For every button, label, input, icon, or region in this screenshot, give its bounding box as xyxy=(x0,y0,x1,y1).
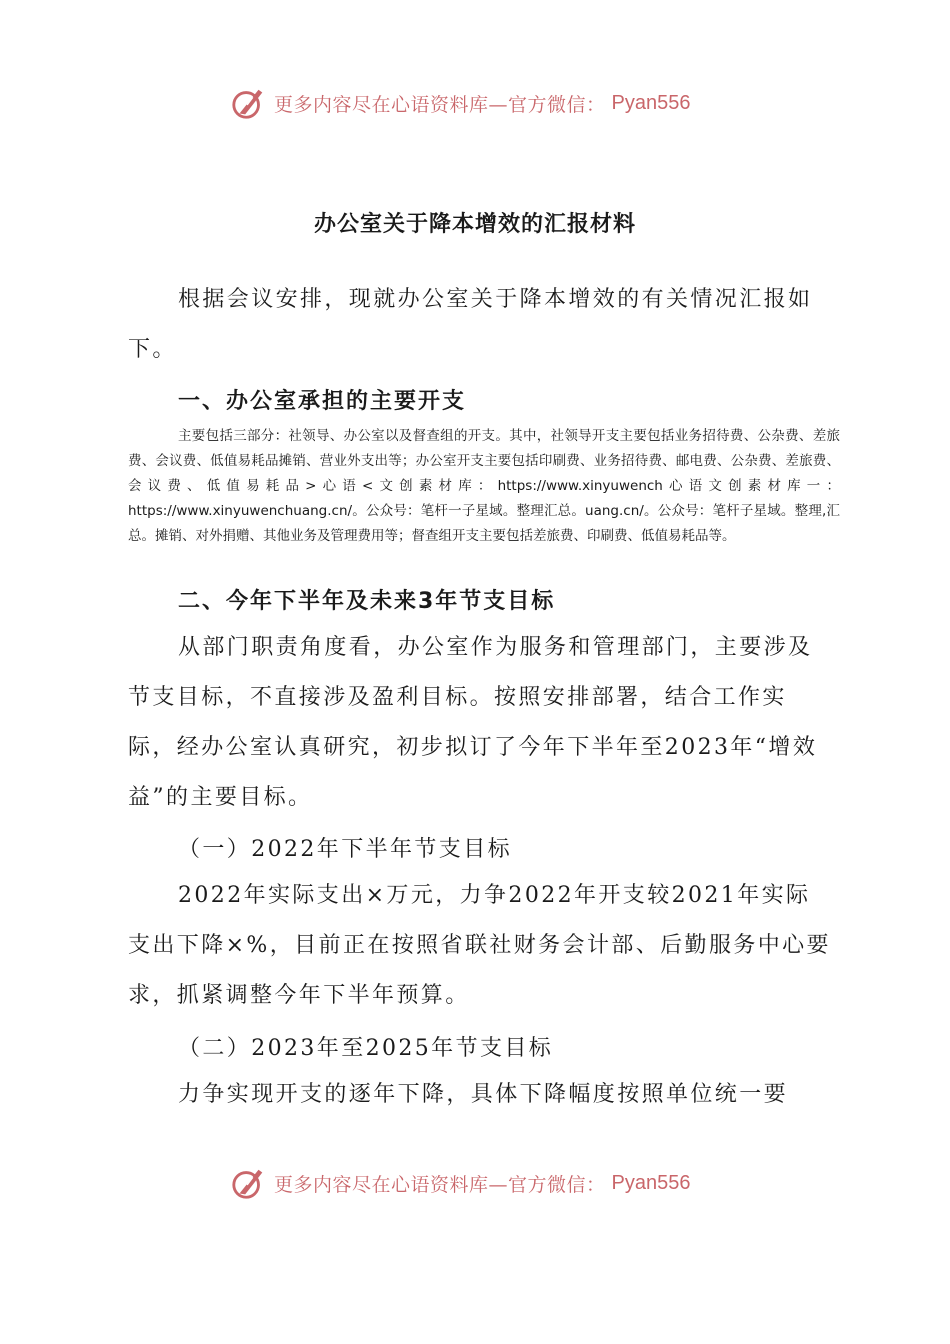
sub2-body: 力争实现开支的逐年下降，具体下降幅度按照单位统一要 xyxy=(178,1082,789,1107)
sub2-heading: （二）2023年至2025年节支目标 xyxy=(178,1036,554,1061)
banner-text: 更多内容尽在心语资料库—官方微信： xyxy=(274,1173,606,1196)
banner-text: 更多内容尽在心语资料库—官方微信： xyxy=(274,93,606,116)
intro-paragraph: 根据会议安排，现就办公室关于降本增效的有关情况汇报如下。 xyxy=(128,287,813,362)
quill-logo-icon xyxy=(230,1164,268,1202)
section1-body: 主要包括三部分：社领导、办公室以及督查组的开支。其中，社领导开支主要包括业务招待费、公杂费、差旅费、会议费、低值易耗品摊销、营业外支出等；办公室开支主要包括印刷费、业务招待费、邮电费、公杂费、差旅费、会议费、低值易耗品>心语<文创素材库：https://www.xinyuwench心语文创素材库一：https://www.xinyuwenchuang.cn/。公众号：笔杆一子星域。整理汇总。uang.cn/。公众号：笔杆子星域。整理,汇总。摊销、对外捐赠、其他业务及管理费用等；督查组开支主要包括差旅费、印刷费、低值易耗品等。 xyxy=(128,428,840,544)
section2-body: 从部门职责角度看，办公室作为服务和管理部门，主要涉及节支目标，不直接涉及盈利目标。按照安排部署，结合工作实际，经办公室认真研究，初步拟订了今年下半年至2023年“增效益”的主要目标。 xyxy=(128,635,818,810)
banner-wechat-id: Pyan556 xyxy=(611,1171,691,1194)
sub1-body: 2022年实际支出×万元，力争2022年开支较2021年实际支出下降×%，目前正在按照省联社财务会计部、后勤服务中心要求，抓紧调整今年下半年预算。 xyxy=(128,883,831,1008)
quill-logo-icon xyxy=(230,84,268,122)
section2-heading: 二、今年下半年及未来3年节支目标 xyxy=(178,589,556,614)
sub1-heading: （一）2022年下半年节支目标 xyxy=(178,837,512,862)
footer-banner xyxy=(230,1163,690,1203)
document-title: 办公室关于降本增效的汇报材料 xyxy=(313,212,636,237)
header-banner xyxy=(230,83,690,123)
section1-heading: 一、办公室承担的主要开支 xyxy=(178,389,467,414)
banner-wechat-id: Pyan556 xyxy=(611,91,691,114)
